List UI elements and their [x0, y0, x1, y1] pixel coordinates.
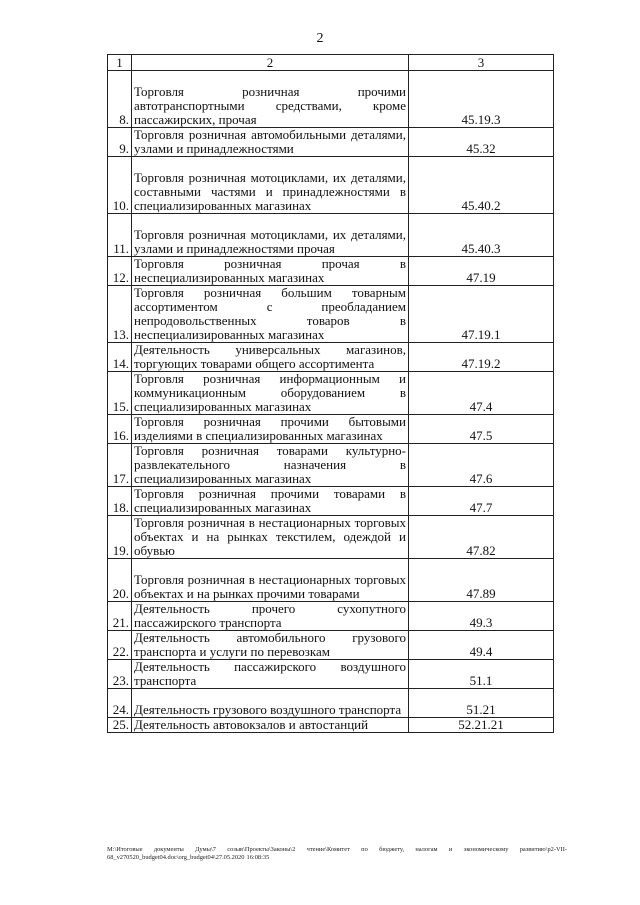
activity-code: 45.40.3: [409, 214, 554, 257]
activity-code: 51.21: [409, 689, 554, 718]
table-row: [108, 689, 554, 718]
footer-file-path: M:\Итоговые документы Думы\7 созыв\Проекты\Законы\2 чтение\Комитет по бюджету, налогам и экономическому развитию\p2-VII-68_v270520_budget04.doc\org_budget04\27.05.2020 16:08:35: [107, 846, 567, 861]
table-row: [108, 214, 554, 257]
activity-name: Торговля розничная прочими товарами в специализированных магазинах: [132, 487, 409, 516]
row-number: 11.: [108, 214, 132, 257]
activity-code: 49.3: [409, 602, 554, 631]
table-row: [108, 128, 554, 157]
activity-code: 45.40.2: [409, 157, 554, 214]
activity-name: Торговля розничная автомобильными деталями, узлами и принадлежностями: [132, 128, 409, 157]
header-col-3: 3: [409, 55, 554, 71]
activity-code: 47.4: [409, 372, 554, 415]
activity-name: Торговля розничная прочими автотранспортными средствами, кроме пассажирских, прочая: [132, 71, 409, 128]
table-row: [108, 444, 554, 487]
table-row: [108, 516, 554, 559]
header-col-1: 1: [108, 55, 132, 71]
activity-code: 47.19: [409, 257, 554, 286]
table-row: [108, 343, 554, 372]
activity-name: Деятельность автомобильного грузового транспорта и услуги по перевозкам: [132, 631, 409, 660]
table-header-row: [108, 55, 554, 71]
activity-name: Торговля розничная мотоциклами, их деталями, узлами и принадлежностями прочая: [132, 214, 409, 257]
row-number: 12.: [108, 257, 132, 286]
row-number: 19.: [108, 516, 132, 559]
activity-code: 47.19.1: [409, 286, 554, 343]
row-number: 23.: [108, 660, 132, 689]
activity-name: Деятельность грузового воздушного транспорта: [132, 689, 409, 718]
row-number: 10.: [108, 157, 132, 214]
table-row: [108, 257, 554, 286]
row-number: 8.: [108, 71, 132, 128]
activity-code: 47.7: [409, 487, 554, 516]
activity-code: 49.4: [409, 631, 554, 660]
activity-name: Торговля розничная прочая в неспециализированных магазинах: [132, 257, 409, 286]
table-row: [108, 559, 554, 602]
row-number: 15.: [108, 372, 132, 415]
row-number: 9.: [108, 128, 132, 157]
activity-code: 47.6: [409, 444, 554, 487]
row-number: 17.: [108, 444, 132, 487]
row-number: 24.: [108, 689, 132, 718]
activity-code: 45.32: [409, 128, 554, 157]
table-row: [108, 71, 554, 128]
activity-name: Деятельность автовокзалов и автостанций: [132, 718, 409, 733]
activity-name: Торговля розничная в нестационарных торговых объектах и на рынках прочими товарами: [132, 559, 409, 602]
activity-code: 47.19.2: [409, 343, 554, 372]
header-col-2: 2: [132, 55, 409, 71]
row-number: 13.: [108, 286, 132, 343]
row-number: 18.: [108, 487, 132, 516]
activity-name: Торговля розничная в нестационарных торговых объектах и на рынках текстилем, одеждой и обувью: [132, 516, 409, 559]
activity-code: 51.1: [409, 660, 554, 689]
activity-codes-table: [107, 54, 554, 733]
row-number: 25.: [108, 718, 132, 733]
table-row: [108, 487, 554, 516]
activity-name: Торговля розничная информационным и коммуникационным оборудованием в специализированных магазинах: [132, 372, 409, 415]
table-row: [108, 660, 554, 689]
table-row: [108, 372, 554, 415]
activity-name: Торговля розничная товарами культурно-развлекательного назначения в специализированных магазинах: [132, 444, 409, 487]
activity-code: 45.19.3: [409, 71, 554, 128]
table-row: [108, 718, 554, 733]
activity-name: Торговля розничная прочими бытовыми изделиями в специализированных магазинах: [132, 415, 409, 444]
row-number: 20.: [108, 559, 132, 602]
activity-name: Деятельность пассажирского воздушного транспорта: [132, 660, 409, 689]
table-row: [108, 157, 554, 214]
table-row: [108, 415, 554, 444]
activity-name: Деятельность универсальных магазинов, торгующих товарами общего ассортимента: [132, 343, 409, 372]
row-number: 22.: [108, 631, 132, 660]
page-number: 2: [316, 31, 324, 46]
activity-code: 47.89: [409, 559, 554, 602]
activity-code: 47.5: [409, 415, 554, 444]
table-row: [108, 631, 554, 660]
activity-name: Деятельность прочего сухопутного пассажирского транспорта: [132, 602, 409, 631]
row-number: 14.: [108, 343, 132, 372]
activity-name: Торговля розничная мотоциклами, их деталями, составными частями и принадлежностями в специализированных магазинах: [132, 157, 409, 214]
table-row: [108, 286, 554, 343]
table-row: [108, 602, 554, 631]
activity-code: 52.21.21: [409, 718, 554, 733]
row-number: 16.: [108, 415, 132, 444]
row-number: 21.: [108, 602, 132, 631]
activity-code: 47.82: [409, 516, 554, 559]
activity-name: Торговля розничная большим товарным ассортиментом с преобладанием непродовольственных товаров в неспециализированных магазинах: [132, 286, 409, 343]
